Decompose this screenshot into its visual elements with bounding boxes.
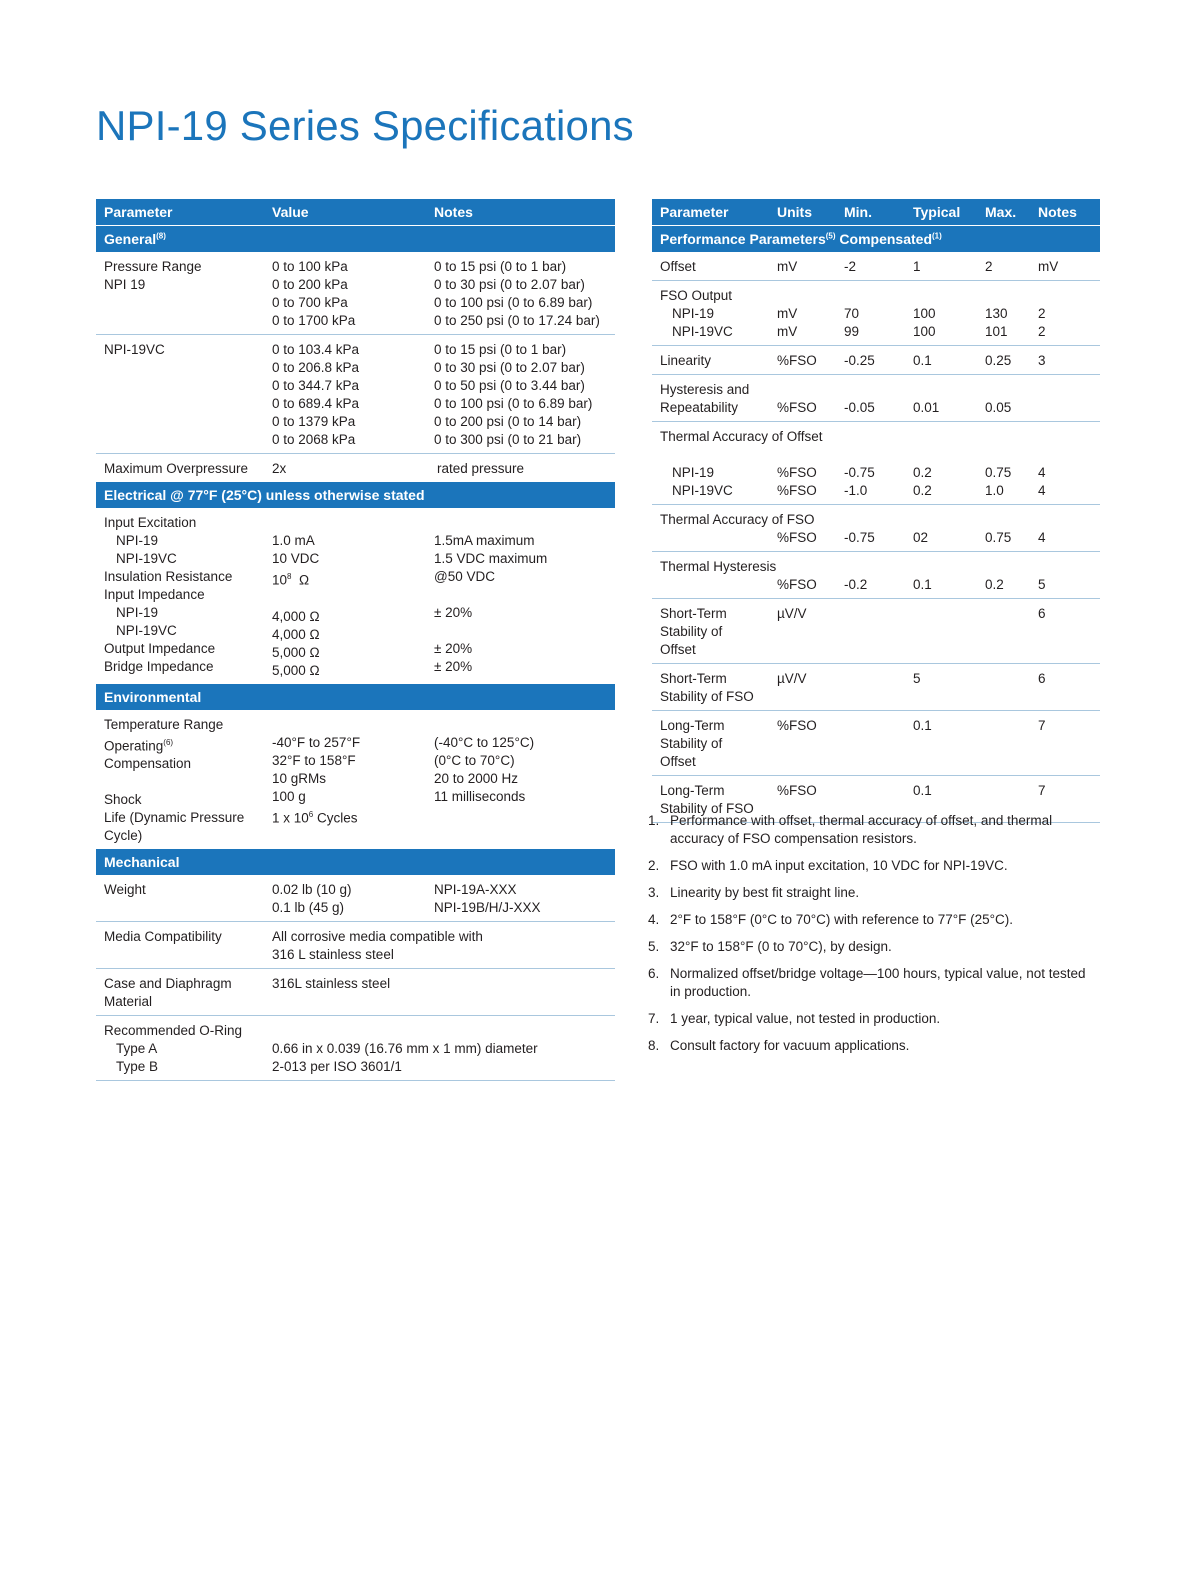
- param-cell: Pressure Range NPI 19: [104, 259, 202, 292]
- units-cell: µV/V: [777, 606, 807, 621]
- section-performance: Performance Parameters$^{(5)}$ Compensated$^{(1)}$: [652, 226, 1100, 252]
- param-cell: FSO Output NPI-19 NPI-19VC: [660, 288, 733, 339]
- min-cell: -0.25: [844, 353, 875, 368]
- min-cell: -0.05: [844, 400, 875, 415]
- max-cell: 130 101: [985, 306, 1008, 339]
- typ-cell: 0.1: [913, 577, 932, 592]
- param-cell: Temperature Range Operating$^{(6)}$ Compensation Shock Life (Dynamic Pressure Cycle): [104, 716, 245, 843]
- footnote-text: 1 year, typical value, not tested in production.: [670, 1011, 941, 1026]
- general-specs-table: [96, 199, 615, 1081]
- units-cell: %FSO: [777, 353, 817, 368]
- param-cell: Thermal Hysteresis: [660, 559, 777, 574]
- param-cell: Short-Term Stability of FSO: [660, 671, 754, 704]
- footnote-text: Linearity by best fit straight line.: [670, 885, 860, 900]
- header-notes: Notes: [1038, 204, 1077, 220]
- section-mechanical: Mechanical: [96, 849, 615, 875]
- typ-cell: [911, 605, 983, 659]
- param-cell: Linearity: [660, 353, 712, 368]
- typ-cell: 100 100: [913, 306, 936, 339]
- section-environmental: Environmental: [96, 684, 615, 710]
- max-cell: [983, 717, 1036, 771]
- footnote-ref: (5): [825, 231, 836, 241]
- table-row: [652, 281, 1100, 346]
- footnote-text: FSO with 1.0 mA input excitation, 10 VDC for NPI-19VC.: [670, 858, 1008, 873]
- notes-cell: (-40°C to 125°C) (0°C to 70°C) 20 to 2000 Hz 11 milliseconds: [434, 734, 535, 804]
- typ-cell: 0.1: [913, 353, 932, 368]
- units-cell: mV: [777, 259, 798, 274]
- typ-cell: 0.01: [913, 400, 940, 415]
- max-cell: 0.05: [985, 400, 1012, 415]
- min-cell: [842, 717, 911, 771]
- header-max: Max.: [985, 204, 1017, 220]
- notes-cell: 0 to 15 psi (0 to 1 bar) 0 to 30 psi (0 to 2.07 bar) 0 to 50 psi (0 to 3.44 bar) 0 to 100 psi (0 to 6.89 bar) 0 to 200 psi (0 to 14 bar) 0 to 300 psi (0 to 21 bar): [434, 342, 593, 447]
- page-title: NPI-19 Series Specifications: [96, 102, 634, 149]
- footnote-number: 5.: [648, 939, 660, 954]
- units-cell: %FSO: [777, 577, 817, 592]
- row-weight: Weight 0.02 lb (10 g) 0.1 lb (45 g) NPI-19A-XXX NPI-19B/H/J-XXX: [96, 875, 615, 922]
- param-cell: Hysteresis and Repeatability: [660, 382, 750, 415]
- row-overpressure: Maximum Overpressure 2x rated pressure: [104, 461, 525, 476]
- header-parameter: Parameter: [660, 204, 729, 220]
- header-parameter: Parameter: [104, 204, 173, 220]
- header-notes: Notes: [434, 204, 473, 220]
- footnote-text: 32°F to 158°F (0 to 70°C), by design.: [670, 939, 892, 954]
- param-cell: Long-Term Stability of FSO: [660, 783, 754, 816]
- max-cell: 0.25: [985, 353, 1012, 368]
- notes-cell: 3: [1038, 353, 1046, 368]
- value-cell: 0 to 100 kPa 0 to 200 kPa 0 to 700 kPa 0 to 1700 kPa: [272, 259, 356, 328]
- footnote-text: Consult factory for vacuum applications.: [670, 1038, 910, 1053]
- units-cell: %FSO: [777, 400, 817, 415]
- max-cell: 0.75 1.0: [985, 465, 1012, 498]
- table-row: [652, 252, 1100, 281]
- notes-cell: 7: [1038, 718, 1046, 733]
- notes-cell: 7: [1038, 783, 1046, 798]
- typ-cell: 0.1: [913, 783, 932, 798]
- row-npi19vc-range: [96, 335, 615, 454]
- notes-cell: 4 4: [1038, 465, 1046, 498]
- footnote-item: [648, 812, 1098, 848]
- footnote-item: [648, 1010, 1098, 1028]
- section-general: General$^{(8)}$: [96, 226, 615, 252]
- typ-cell: 02: [913, 530, 929, 545]
- table-row: [652, 552, 1100, 599]
- min-cell: [842, 670, 911, 706]
- units-cell: %FSO %FSO: [777, 465, 817, 498]
- notes-cell: 4: [1038, 530, 1046, 545]
- max-cell: 0.2: [985, 577, 1004, 592]
- table-row: [652, 422, 1100, 505]
- footnote-item: [648, 884, 1098, 902]
- units-cell: %FSO: [777, 718, 817, 733]
- min-cell: -0.75 -1.0: [844, 465, 875, 498]
- min-cell: [842, 605, 911, 659]
- param-cell: Thermal Accuracy of FSO: [660, 512, 815, 527]
- max-cell: [983, 670, 1036, 706]
- row-oring: Recommended O-Ring Type A Type B 0.66 in x 0.039 (16.76 mm x 1 mm) diameter 2-013 per ISO 3601/1: [96, 1016, 615, 1081]
- footnote-ref: (1): [932, 231, 942, 241]
- table-row: [652, 505, 1100, 552]
- footnote-item: [648, 857, 1098, 875]
- table-row: [652, 711, 1100, 776]
- table-header: [96, 199, 615, 226]
- footnote-number: 8.: [648, 1038, 660, 1053]
- notes-cell: 0 to 15 psi (0 to 1 bar) 0 to 30 psi (0 to 2.07 bar) 0 to 100 psi (0 to 6.89 bar) 0 to 250 psi (0 to 17.24 bar): [434, 259, 600, 328]
- units-cell: %FSO: [777, 783, 817, 798]
- max-cell: 0.75: [985, 530, 1012, 545]
- param-cell: Long-Term Stability of Offset: [660, 718, 725, 769]
- footnote-item: [648, 965, 1098, 1001]
- min-cell: 70 99: [844, 306, 860, 339]
- units-cell: µV/V: [777, 671, 807, 686]
- param-cell: Input Excitation NPI-19 NPI-19VC Insulation Resistance Input Impedance NPI-19 NPI-19VC Output Impedance Bridge Impedance: [104, 515, 233, 674]
- row-pressure-range: [96, 252, 615, 335]
- performance-table: [652, 199, 1100, 823]
- header-min: Min.: [844, 204, 872, 220]
- header-units: Units: [777, 204, 812, 220]
- typ-cell: 1: [913, 259, 921, 274]
- footnote-ref: (8): [156, 231, 166, 241]
- notes-cell: [1036, 381, 1100, 417]
- typ-cell: 0.1: [913, 718, 932, 733]
- footnote-number: 2.: [648, 858, 660, 873]
- table-header: [652, 199, 1100, 226]
- notes-cell: 6: [1038, 606, 1046, 621]
- min-cell: -2: [844, 259, 857, 274]
- table-row: [652, 664, 1100, 711]
- row-environmental: [96, 710, 615, 850]
- footnote-number: 1.: [648, 813, 660, 828]
- footnote-number: 7.: [648, 1011, 660, 1026]
- table-row: [652, 599, 1100, 664]
- footnote-item: [648, 911, 1098, 929]
- table-row: [652, 346, 1100, 375]
- table-row: [652, 375, 1100, 422]
- header-typical: Typical: [913, 204, 961, 220]
- notes-cell: 1.5mA maximum 1.5 VDC maximum @50 VDC ± 20% ± 20% ± 20%: [434, 533, 548, 674]
- notes-cell: mV: [1038, 259, 1059, 274]
- row-media-compatibility: Media Compatibility All corrosive media compatible with 316 L stainless steel: [96, 922, 615, 969]
- row-electrical: [96, 508, 615, 684]
- value-cell: 0 to 103.4 kPa 0 to 206.8 kPa 0 to 344.7 kPa 0 to 689.4 kPa 0 to 1379 kPa 0 to 2068 kPa: [272, 342, 360, 447]
- performance-rows: [652, 252, 1100, 823]
- footnote-item: [648, 1037, 1098, 1055]
- footnote-item: [648, 938, 1098, 956]
- param-cell: Offset: [660, 259, 696, 274]
- typ-cell: 0.2 0.2: [913, 465, 932, 498]
- notes-cell: 2 2: [1038, 306, 1046, 339]
- section-electrical: Electrical @ 77°F (25°C) unless otherwise stated: [96, 482, 615, 508]
- units-cell: %FSO: [777, 530, 817, 545]
- param-cell: Thermal Accuracy of Offset NPI-19 NPI-19VC: [660, 429, 823, 498]
- typ-cell: 5: [913, 671, 921, 686]
- footnote-text: 2°F to 158°F (0°C to 70°C) with reference to 77°F (25°C).: [670, 912, 1014, 927]
- param-cell: Short-Term Stability of Offset: [660, 606, 727, 657]
- notes-cell: 5: [1038, 577, 1046, 592]
- footnotes-list: [648, 812, 1098, 1064]
- footnote-number: 3.: [648, 885, 660, 900]
- units-cell: mV mV: [777, 306, 798, 339]
- value-cell: -40°F to 257°F 32°F to 158°F 10 gRMs 100 g 1 x $10^6$ Cycles: [272, 734, 361, 825]
- param-cell: NPI-19VC: [104, 342, 165, 357]
- footnote-number: 4.: [648, 912, 660, 927]
- footnote-number: 6.: [648, 966, 660, 981]
- footnote-text: Normalized offset/bridge voltage—100 hours, typical value, not tested in production.: [670, 966, 1086, 999]
- header-value: Value: [272, 204, 309, 220]
- max-cell: [983, 605, 1036, 659]
- max-cell: 2: [985, 259, 993, 274]
- value-cell: 1.0 mA 10 VDC $10^8$ Ω 4,000 Ω 4,000 Ω 5,000 Ω 5,000 Ω: [272, 533, 320, 678]
- min-cell: -0.75: [844, 530, 875, 545]
- notes-cell: 6: [1038, 671, 1046, 686]
- min-cell: -0.2: [844, 577, 868, 592]
- row-case-material: Case and Diaphragm Material 316L stainless steel: [96, 969, 615, 1016]
- footnote-text: Performance with offset, thermal accuracy of offset, and thermal accuracy of FSO compensation resistors.: [670, 813, 1053, 846]
